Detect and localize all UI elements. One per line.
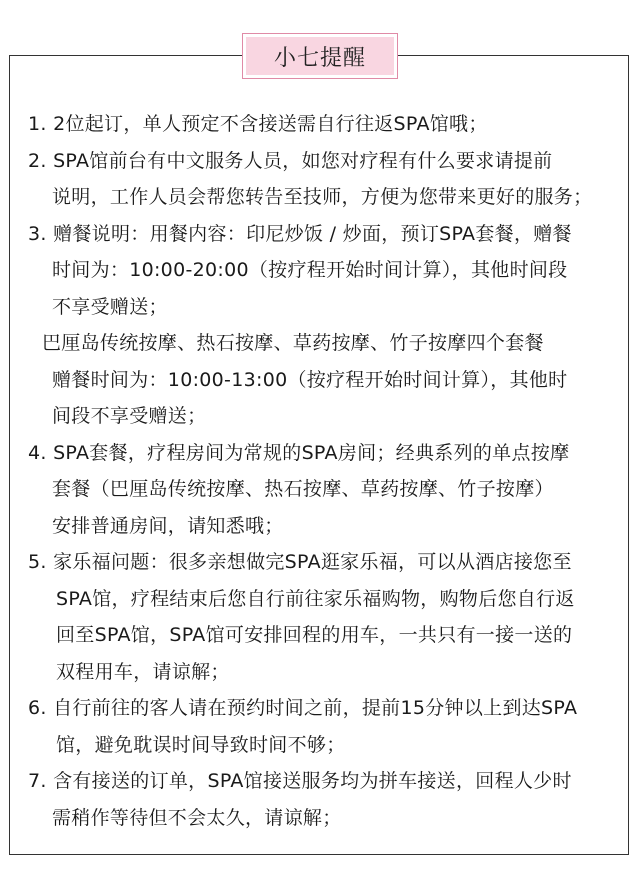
title-badge bbox=[242, 33, 398, 79]
note-line: 不享受赠送； bbox=[52, 295, 168, 318]
note-line: 时间为：10:00-20:00（按疗程开始时间计算），其他时间段 bbox=[52, 259, 568, 281]
notice-content bbox=[28, 106, 624, 836]
note-line: 4. SPA套餐，疗程房间为常规的SPA房间；经典系列的单点按摩 bbox=[28, 441, 570, 464]
note-line: 馆，避免耽误时间导致时间不够； bbox=[56, 733, 346, 756]
note-line: 赠餐时间为：10:00-13:00（按疗程开始时间计算），其他时 bbox=[52, 368, 568, 391]
note-line: 说明，工作人员会帮您转告至技师，方便为您带来更好的服务； bbox=[52, 186, 593, 208]
note-line: 安排普通房间，请知悉哦； bbox=[52, 514, 284, 537]
note-line: 1. 2位起订，单人预定不含接送需自行往返SPA馆哦； bbox=[28, 113, 488, 135]
page-title: 小七提醒 bbox=[246, 37, 394, 75]
note-line: 双程用车，请谅解； bbox=[56, 660, 230, 683]
note-line: 需稍作等待但不会太久，请谅解； bbox=[52, 806, 342, 829]
note-line: 6. 自行前往的客人请在预约时间之前，提前15分钟以上到达SPA bbox=[28, 697, 578, 719]
note-line: 巴厘岛传统按摩、热石按摩、草药按摩、竹子按摩四个套餐 bbox=[42, 332, 544, 354]
note-line: 3. 赠餐说明：用餐内容：印尼炒饭 / 炒面，预订SPA套餐，赠餐 bbox=[28, 222, 572, 245]
note-line: 7. 含有接送的订单，SPA馆接送服务均为拼车接送，回程人少时 bbox=[28, 770, 572, 792]
note-line: 5. 家乐福问题：很多亲想做完SPA逛家乐福，可以从酒店接您至 bbox=[28, 551, 572, 573]
note-line: 套餐（巴厘岛传统按摩、热石按摩、草药按摩、竹子按摩） bbox=[52, 478, 554, 500]
note-line: 间段不享受赠送； bbox=[52, 405, 207, 427]
note-line: SPA馆，疗程结束后您自行前往家乐福购物，购物后您自行返 bbox=[56, 587, 575, 610]
note-line: 回至SPA馆，SPA馆可安排回程的用车，一共只有一接一送的 bbox=[56, 624, 573, 646]
note-line: 2. SPA馆前台有中文服务人员，如您对疗程有什么要求请提前 bbox=[28, 149, 553, 172]
